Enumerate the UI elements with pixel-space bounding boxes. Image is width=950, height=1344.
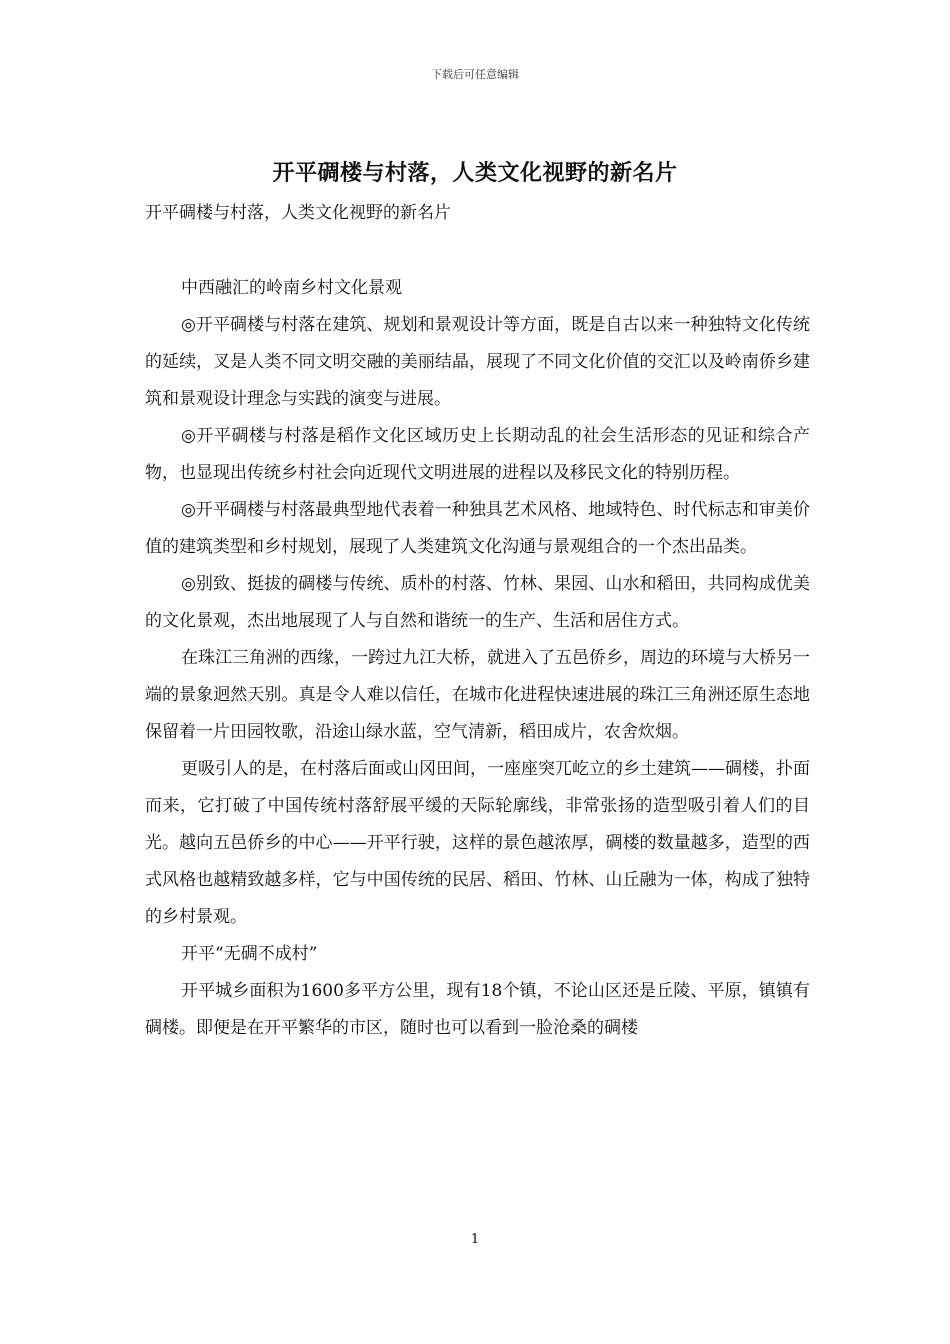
body-paragraph: 开平城乡面积为1600多平方公里，现有18个镇，不论山区还是丘陵、平原，镇镇有碉楼。即便是在开平繁华的市区，随时也可以看到一脸沧桑的碉楼 [145, 981, 810, 1038]
body-text [145, 270, 810, 1047]
header-note: 下载后可任意编辑 [431, 68, 519, 81]
body-paragraph: ◎开平碉楼与村落最典型地代表着一种独具艺术风格、地域特色、时代标志和审美价值的建筑类型和乡村规划，展现了人类建筑文化沟通与景观组合的一个杰出品类。 [145, 500, 810, 557]
body-paragraph: ◎开平碉楼与村落是稻作文化区域历史上长期动乱的社会生活形态的见证和综合产物，也显现出传统乡村社会向近现代文明进展的进程以及移民文化的特别历程。 [145, 426, 810, 483]
section-heading: 开平“无碉不成村” [181, 944, 318, 964]
section-heading: 中西融汇的岭南乡村文化景观 [181, 278, 402, 298]
page-number: 1 [470, 1232, 480, 1247]
document-subtitle: 开平碉楼与村落，人类文化视野的新名片 [145, 203, 451, 223]
document-title: 开平碉楼与村落，人类文化视野的新名片 [272, 160, 678, 186]
body-paragraph: 在珠江三角洲的西缘，一跨过九江大桥，就进入了五邑侨乡，周边的环境与大桥另一端的景象迥然天别。真是令人难以信任，在城市化进程快速进展的珠江三角洲还原生态地保留着一片田园牧歌，沿途山绿水蓝，空气清新，稻田成片，农舍炊烟。 [145, 648, 810, 742]
body-paragraph: ◎开平碉楼与村落在建筑、规划和景观设计等方面，既是自古以来一种独特文化传统的延续，叉是人类不同文明交融的美丽结晶，展现了不同文化价值的交汇以及岭南侨乡建筑和景观设计理念与实践的演变与进展。 [145, 315, 810, 409]
body-paragraph: ◎别致、挺拔的碉楼与传统、质朴的村落、竹林、果园、山水和稻田，共同构成优美的文化景观，杰出地展现了人与自然和谐统一的生产、生活和居住方式。 [145, 574, 810, 631]
body-paragraph: 更吸引人的是，在村落后面或山冈田间，一座座突兀屹立的乡土建筑——碉楼，扑面而来，它打破了中国传统村落舒展平缓的天际轮廓线，非常张扬的造型吸引着人们的目光。越向五邑侨乡的中心——开平行驶，这样的景色越浓厚，碉楼的数量越多，造型的西式风格也越精致越多样，它与中国传统的民居、稻田、竹林、山丘融为一体，构成了独特的乡村景观。 [145, 759, 810, 927]
